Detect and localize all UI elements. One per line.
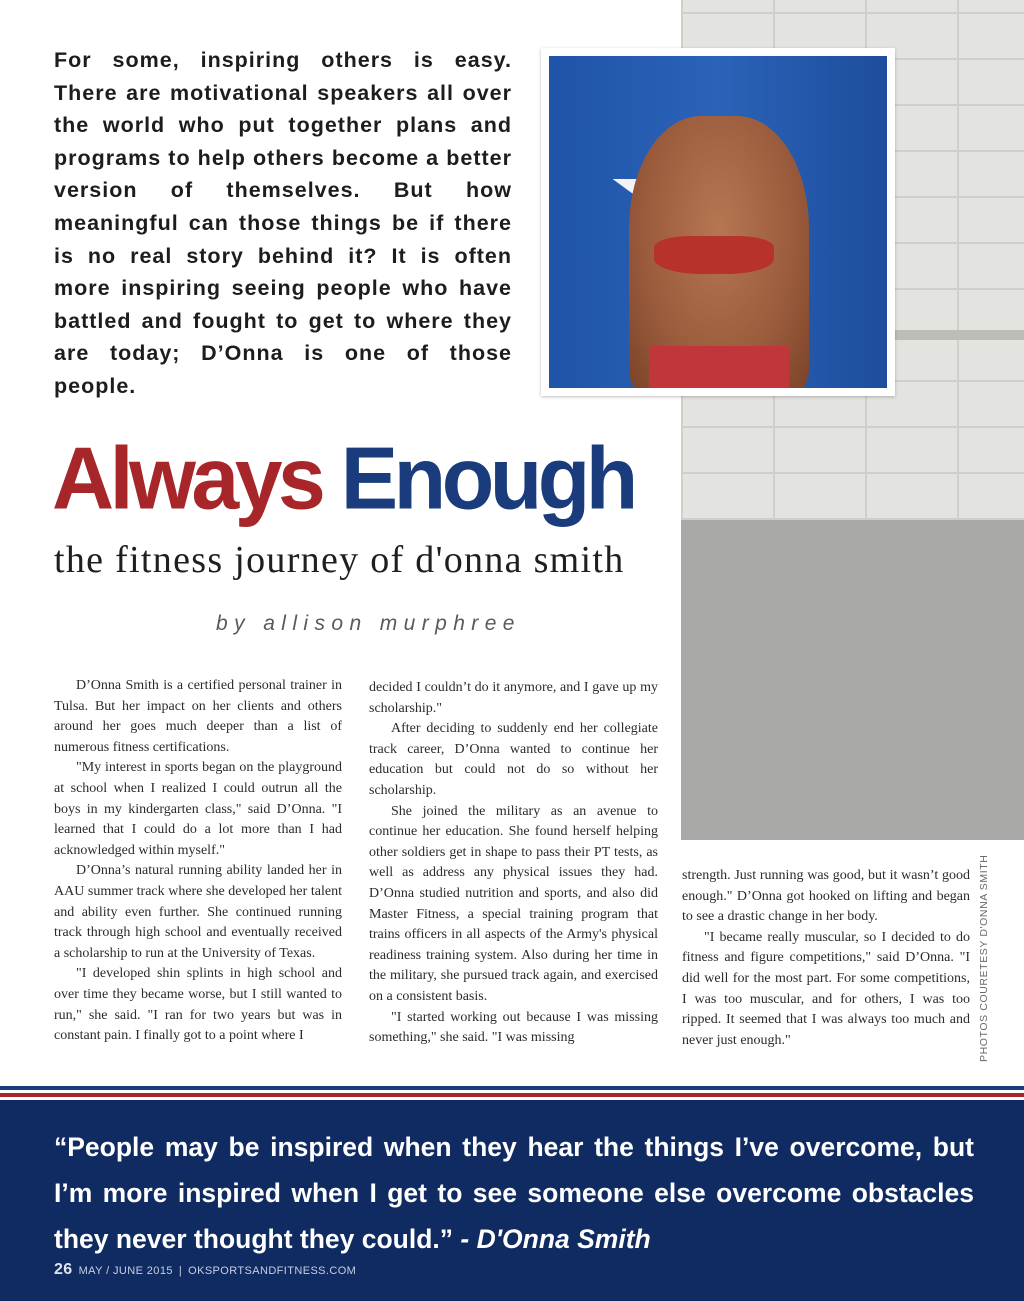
article-column-1 [54, 676, 342, 1047]
paragraph: decided I couldn’t do it anymore, and I gave up my scholarship." [369, 680, 658, 716]
paragraph: "I developed shin splints in high school and over time they became worse, but I still wanted to run," she said. "I ran for two years but was in constant pain. I finally got to a point where I [54, 966, 342, 1044]
title-word-always: Always [52, 430, 322, 528]
footer-separator: | [178, 1265, 183, 1277]
website-link[interactable]: OKSPORTSANDFITNESS.COM [188, 1265, 357, 1277]
competition-photo [541, 48, 895, 396]
paragraph: "I started working out because I was missing something," she said. "I was missing [369, 1009, 658, 1046]
blue-rule [0, 1086, 1024, 1090]
article-column-2 [369, 678, 658, 1049]
paragraph: After deciding to suddenly end her collegiate track career, D’Onna wanted to continue her education but could not do so without her scholarship. [369, 721, 658, 798]
issue-date: MAY / JUNE 2015 [78, 1265, 173, 1277]
paragraph: D’Onna’s natural running ability landed her in AAU summer track where she developed her talent and ability even further. She continued running track through high school and eventually received a scholarship to run at the University of Texas. [54, 863, 342, 961]
intro-paragraph: For some, inspiring others is easy. There are motivational speakers all over the world who put together plans and programs to help others become a better version of themselves. But how meaningful can those things be if there is no real story behind it? It is often more inspiring seeing people who have battled and fought to get to where they are today; D’Onna is one of those people. [54, 48, 512, 398]
article-column-3 [682, 866, 970, 1051]
competition-photo-image [549, 56, 887, 388]
page-number: 26 [54, 1261, 73, 1278]
paragraph: "My interest in sports began on the playground at school when I realized I could outrun all the boys in my kindergarten class," said D’Onna. "I learned that I could do a lot more than I had acknowledged within myself." [54, 760, 342, 858]
article-title [52, 428, 692, 530]
red-bikini-bottom [649, 346, 789, 388]
red-rule [0, 1093, 1024, 1097]
photo-credit: PHOTOS COURETESY D'ONNA SMITH [978, 854, 990, 1062]
studio-floor [681, 520, 1024, 840]
paragraph: She joined the military as an avenue to continue her education. She found herself helping other soldiers get in shape to pass their PT tests, as well as address any physical issues they had. D’Onna studied nutrition and sports, and also did Master Fitness, a special training program that trains officers in all aspects of the Army's physical readiness training system. Also during her time in the military, she pursued track again, and exercised on a consistent basis. [369, 803, 658, 1004]
paragraph: strength. Just running was good, but it wasn’t good enough." D’Onna got hooked on lifting and began to see a drastic change in her body. [682, 868, 970, 925]
byline: by allison murphree [216, 612, 521, 635]
pull-quote-text: “People may be inspired when they hear the things I’ve overcome, but I’m more inspired when I get to see someone else overcome obstacles they never thought they could.” [54, 1132, 974, 1254]
page-footer [54, 1261, 356, 1279]
pull-quote-attribution: - D'Onna Smith [460, 1224, 651, 1254]
red-bikini-top [654, 236, 774, 274]
paragraph: D’Onna Smith is a certified personal trainer in Tulsa. But her impact on her clients and others around her goes much deeper than a list of numerous fitness certifications. [54, 678, 342, 755]
paragraph: "I became really muscular, so I decided to do fitness and figure competitions," said D’Onna. "I did well for the most part. For some competitions, I was too muscular, and for others, I was too ripped. It seemed that I was always too much and never just enough." [682, 929, 970, 1048]
title-word-enough: Enough [340, 430, 634, 528]
article-subtitle: the fitness journey of d'onna smith [54, 539, 625, 581]
pull-quote [54, 1124, 974, 1262]
